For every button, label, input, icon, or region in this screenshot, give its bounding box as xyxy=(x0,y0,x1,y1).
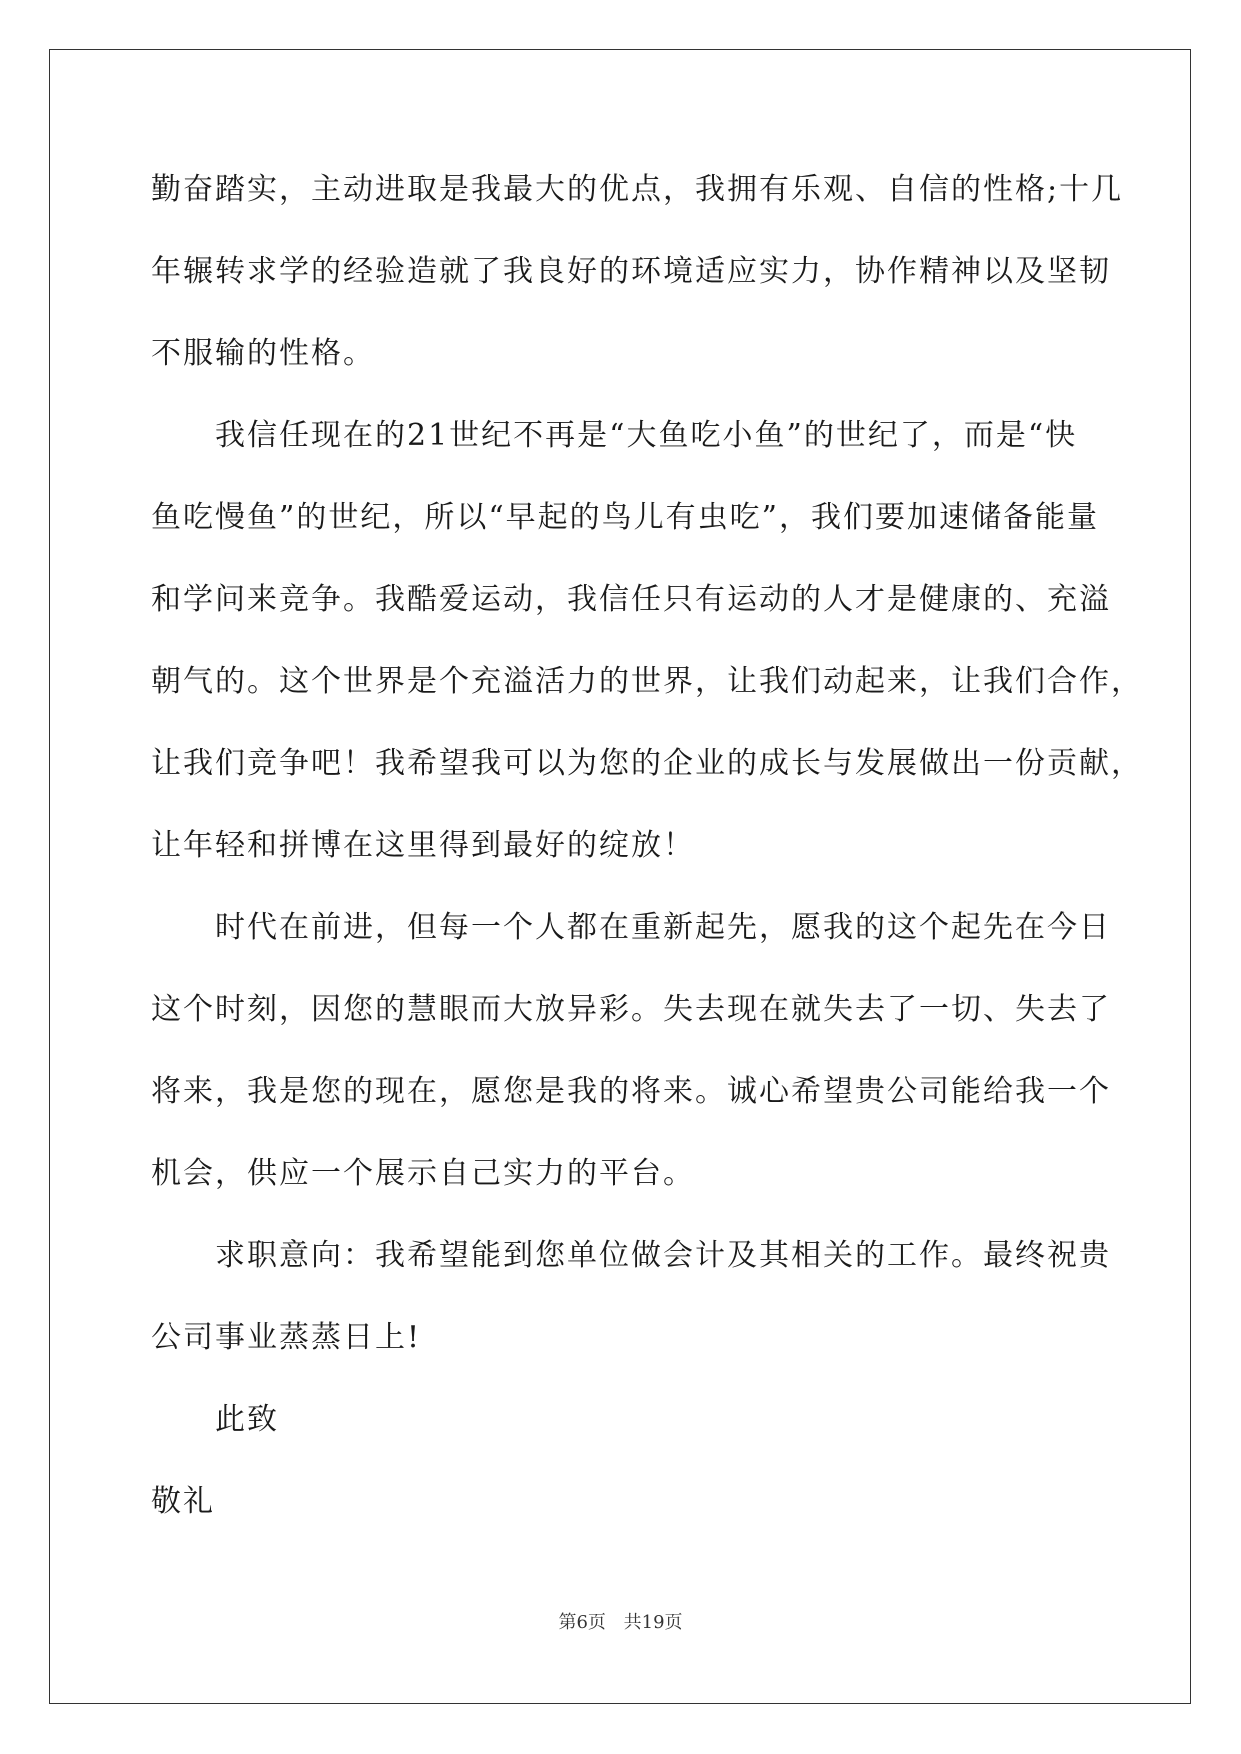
page-footer xyxy=(0,1608,1241,1634)
text-line-5: 鱼吃慢鱼”的世纪，所以“早起的鸟儿有虫吃”，我们要加速储备能量 xyxy=(151,500,1100,535)
text-line-3: 不服输的性格。 xyxy=(151,336,375,371)
salutation-regards: 敬礼 xyxy=(151,1484,215,1519)
text-line-1: 勤奋踏实，主动进取是我最大的优点，我拥有乐观、自信的性格;十几 xyxy=(151,172,1124,207)
letter-body xyxy=(151,160,1143,1554)
text-line-13: 机会，供应一个展示自己实力的平台。 xyxy=(151,1156,695,1191)
page-number: 第6页 xyxy=(558,1612,606,1633)
text-line-10: 时代在前进，但每一个人都在重新起先，愿我的这个起先在今日 xyxy=(215,910,1111,945)
text-line-7: 朝气的。这个世界是个充溢活力的世界，让我们动起来，让我们合作， xyxy=(151,664,1143,699)
text-line-4: 我信任现在的21世纪不再是“大鱼吃小鱼”的世纪了，而是“快 xyxy=(215,418,1078,453)
page-total: 共19页 xyxy=(623,1612,683,1633)
text-line-6: 和学问来竞争。我酷爱运动，我信任只有运动的人才是健康的、充溢 xyxy=(151,582,1111,617)
text-line-15: 公司事业蒸蒸日上! xyxy=(151,1320,422,1355)
text-line-12: 将来，我是您的现在，愿您是我的将来。诚心希望贵公司能给我一个 xyxy=(151,1074,1111,1109)
text-line-2: 年辗转求学的经验造就了我良好的环境适应实力，协作精神以及坚韧 xyxy=(151,254,1111,289)
text-line-8: 让我们竞争吧！我希望我可以为您的企业的成长与发展做出一份贡献， xyxy=(151,746,1143,781)
salutation-closing: 此致 xyxy=(215,1402,279,1437)
text-line-11: 这个时刻，因您的慧眼而大放异彩。失去现在就失去了一切、失去了 xyxy=(151,992,1111,1027)
text-line-9: 让年轻和拼博在这里得到最好的绽放！ xyxy=(151,828,695,863)
text-line-14: 求职意向：我希望能到您单位做会计及其相关的工作。最终祝贵 xyxy=(215,1238,1111,1273)
